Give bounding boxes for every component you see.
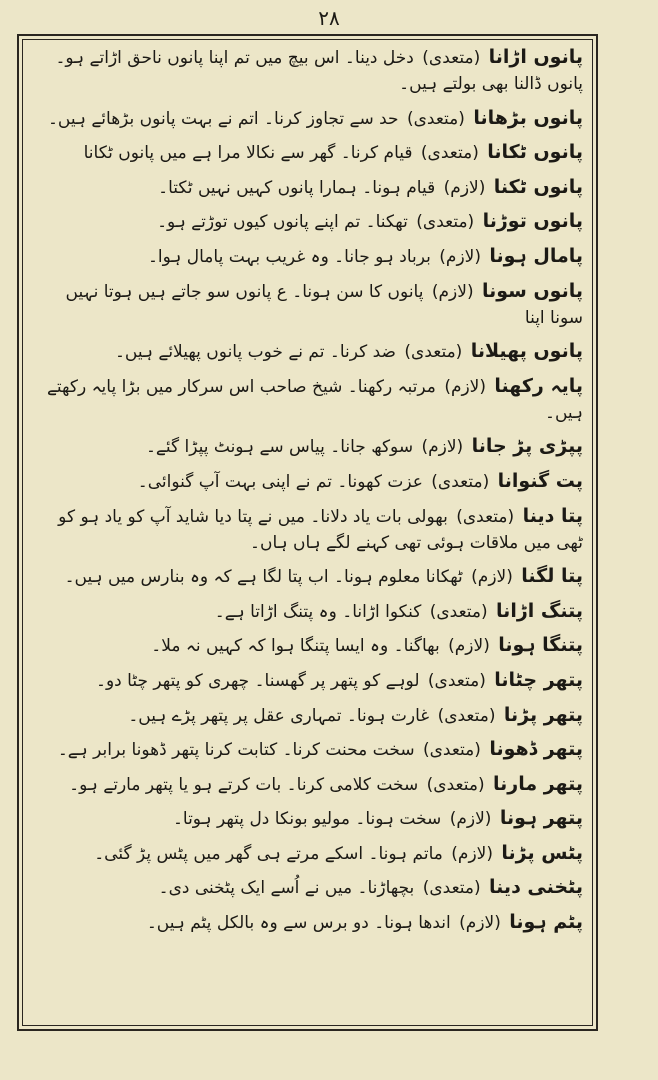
entry	[30, 44, 583, 97]
entry	[30, 373, 583, 426]
grammar-tag: (متعدی)	[406, 108, 465, 129]
grammar-tag: (متعدی)	[422, 48, 481, 68]
definition: بچھاڑنا۔ میں نے اُسے ایک پٹخنی دی۔	[158, 878, 415, 899]
headword: پتھر ہونا	[499, 807, 583, 830]
page-number: ۲۸	[318, 6, 340, 30]
entry	[30, 174, 583, 201]
grammar-tag: (لازم)	[471, 567, 513, 588]
grammar-tag: (متعدی)	[416, 212, 475, 233]
headword: پتا دینا	[522, 504, 583, 527]
headword: پانوں ٹکانا	[487, 141, 583, 164]
grammar-tag: (متعدی)	[422, 878, 481, 899]
grammar-tag: (متعدی)	[431, 471, 490, 492]
headword: پتنگ اڑانا	[496, 599, 583, 622]
entry	[30, 667, 583, 694]
headword: پتھر چٹانا	[494, 668, 583, 691]
headword: پایہ رکھنا	[494, 374, 583, 397]
entry	[30, 338, 583, 365]
grammar-tag: (متعدی)	[404, 342, 463, 363]
headword: پپڑی پڑ جانا	[471, 435, 583, 458]
definition: برباد ہو جانا۔ وہ غریب بہت پامال ہوا۔	[147, 246, 431, 267]
dictionary-entries	[30, 44, 583, 944]
definition: ٹھکانا معلوم ہونا۔ اب پتا لگا ہے کہ وہ بنارس میں ہیں۔	[64, 567, 463, 588]
definition: سخت محنت کرنا۔ کتابت کرنا پتھر ڈھونا برابر ہے۔	[57, 740, 415, 761]
grammar-tag: (لازم)	[459, 913, 501, 934]
headword: پانوں توڑنا	[482, 210, 583, 233]
entry	[30, 278, 583, 331]
definition: مرتبہ رکھنا۔ شیخ صاحب اس سرکار میں بڑا پایہ رکھتے ہیں۔	[46, 376, 583, 423]
entry	[30, 874, 583, 901]
definition: ماتم ہونا۔ اسکے مرتے ہی گھر میں پٹس پڑ گئی۔	[94, 843, 443, 864]
entry	[30, 805, 583, 832]
headword: پتھر مارنا	[493, 772, 583, 795]
grammar-tag: (متعدی)	[437, 705, 496, 726]
entry	[30, 208, 583, 235]
entry	[30, 243, 583, 270]
definition: دخل دینا۔ اس بیچ میں تم اپنا پانوں ناحق اڑاتے ہو۔ پانوں ڈالنا بھی بولتے ہیں۔	[55, 48, 583, 94]
entry	[30, 468, 583, 495]
definition: غارت ہونا۔ تمہاری عقل پر پتھر پڑے ہیں۔	[128, 705, 430, 726]
headword: پانوں اڑانا	[488, 46, 583, 68]
grammar-tag: (لازم)	[449, 809, 492, 830]
definition: عزت کھونا۔ تم نے اپنی بہت آپ گنوائی۔	[137, 471, 423, 492]
entry	[30, 909, 583, 936]
definition: سخت ہونا۔ مولیو بونکا دل پتھر ہوتا۔	[172, 809, 442, 830]
definition: پانوں کا سن ہونا۔ ع پانوں سو جاتے ہیں ہوتا نہیں سونا اپنا	[65, 281, 583, 328]
definition: سخت کلامی کرنا۔ بات کرتے ہو یا پتھر مارتے ہو۔	[69, 774, 419, 795]
headword: پانوں بڑھانا	[473, 106, 583, 129]
headword: پتھر پڑنا	[503, 703, 583, 726]
headword: پانوں پھیلانا	[470, 340, 583, 363]
grammar-tag: (لازم)	[448, 636, 490, 657]
grammar-tag: (متعدی)	[420, 143, 479, 164]
definition: اندھا ہونا۔ دو برس سے وہ بالکل پٹم ہیں۔	[146, 913, 451, 934]
entry	[30, 840, 583, 867]
grammar-tag: (لازم)	[443, 177, 486, 198]
headword: پامال ہونا	[489, 244, 583, 267]
headword: پانوں سونا	[481, 279, 583, 302]
entry	[30, 632, 583, 659]
entry	[30, 433, 583, 460]
entry	[30, 105, 583, 132]
definition: حد سے تجاوز کرنا۔ اتم نے بہت پانوں بڑھائے ہیں۔	[47, 108, 399, 129]
headword: پٹم ہونا	[509, 911, 583, 934]
definition: کنکوا اڑانا۔ وہ پتنگ اڑاتا ہے۔	[214, 601, 422, 622]
definition: قیام ہونا۔ ہمارا پانوں کہیں نہیں ٹکتا۔	[158, 177, 436, 198]
grammar-tag: (لازم)	[451, 843, 493, 864]
grammar-tag: (متعدی)	[429, 601, 488, 622]
headword: پٹخنی دینا	[489, 876, 583, 899]
headword: پتا لگنا	[521, 565, 583, 588]
grammar-tag: (لازم)	[444, 376, 487, 397]
entry	[30, 771, 583, 798]
definition: تھکنا۔ تم اپنے پانوں کیوں توڑتے ہو۔	[157, 212, 408, 233]
grammar-tag: (لازم)	[421, 437, 464, 458]
definition: سوکھ جانا۔ پیاس سے ہونٹ پپڑا گئے۔	[145, 437, 414, 458]
entry	[30, 503, 583, 556]
definition: بھاگنا۔ وہ ایسا پتنگا ہوا کہ کہیں نہ ملا۔	[151, 636, 440, 657]
grammar-tag: (لازم)	[439, 246, 481, 267]
entry	[30, 139, 583, 166]
definition: لوہے کو پتھر پر گھسنا۔ چھری کو پتھر چٹا دو۔	[96, 670, 420, 691]
headword: پتھر ڈھونا	[489, 738, 583, 761]
grammar-tag: (متعدی)	[427, 670, 486, 691]
definition: بھولی بات یاد دلانا۔ میں نے پتا دیا شاید آپ کو یاد ہو کو ٹھی میں ملاقات ہوئی تھی کہنے لگے ہاں ہاں۔	[58, 506, 583, 553]
headword: پٹس پڑنا	[501, 841, 583, 864]
entry	[30, 736, 583, 763]
definition: قیام کرنا۔ گھر سے نکالا مرا ہے میں پانوں ٹکانا	[83, 143, 413, 164]
entry	[30, 598, 583, 625]
definition: ضد کرنا۔ تم نے خوب پانوں پھیلائے ہیں۔	[114, 342, 396, 363]
grammar-tag: (متعدی)	[456, 506, 515, 527]
entry	[30, 563, 583, 590]
entry	[30, 702, 583, 729]
grammar-tag: (متعدی)	[422, 740, 481, 761]
grammar-tag: (متعدی)	[426, 774, 485, 795]
headword: پت گنوانا	[497, 469, 583, 492]
grammar-tag: (لازم)	[431, 281, 474, 302]
headword: پانوں ٹکنا	[493, 175, 583, 198]
headword: پتنگا ہونا	[498, 634, 583, 657]
